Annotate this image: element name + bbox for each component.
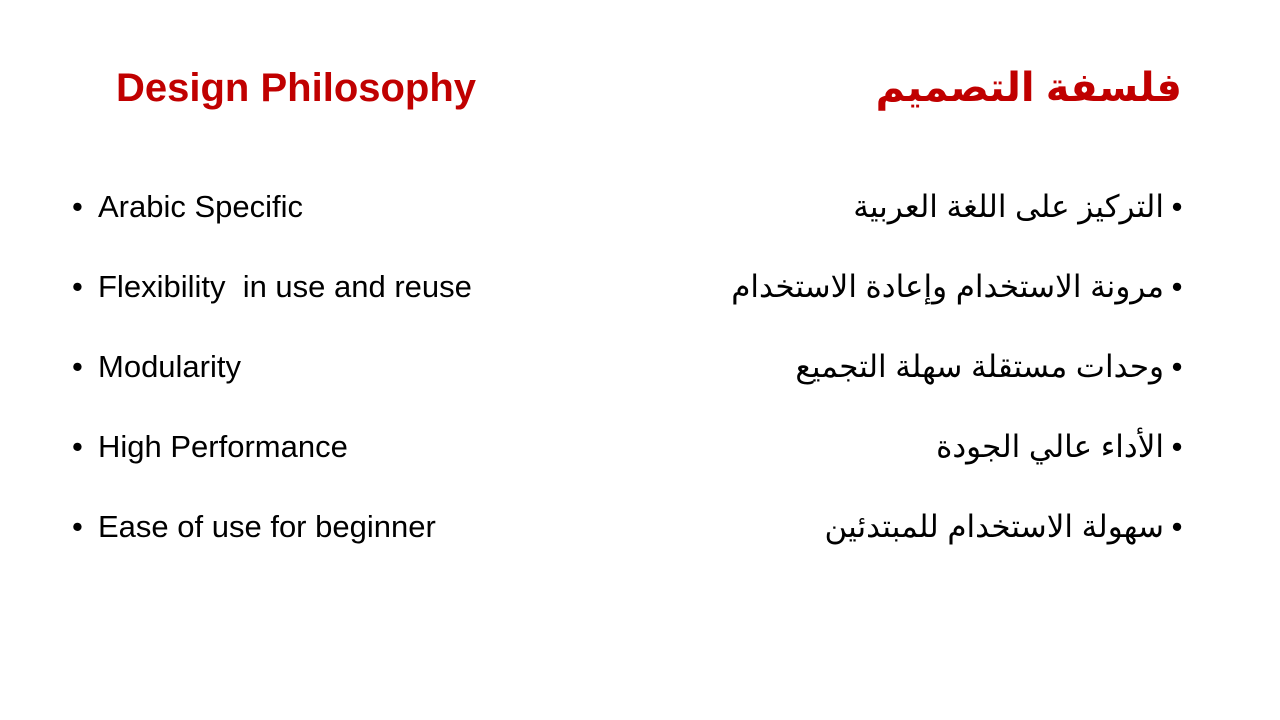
list-item-text: سهولة الاستخدام للمبتدئين	[824, 509, 1164, 544]
list-item	[72, 257, 592, 337]
bullet-icon: •	[1171, 189, 1183, 224]
bullet-icon: •	[1171, 509, 1183, 544]
bullet-list-arabic	[630, 177, 1190, 577]
list-item-text: الأداء عالي الجودة	[936, 429, 1164, 464]
list-item-text: Modularity	[98, 349, 241, 384]
list-item	[72, 337, 592, 417]
list-item	[630, 257, 1190, 337]
bullet-icon: •	[72, 349, 83, 384]
list-item-text: Arabic Specific	[98, 189, 304, 224]
list-item	[630, 337, 1190, 417]
bullet-list-english	[72, 177, 592, 577]
list-item-text: High Performance	[98, 429, 348, 464]
bullet-icon: •	[72, 189, 83, 224]
list-item	[72, 417, 592, 497]
list-item-text: Ease of use for beginner	[98, 509, 436, 544]
bullet-icon: •	[1171, 429, 1183, 464]
bullet-icon: •	[72, 429, 83, 464]
title-english: Design Philosophy	[116, 66, 477, 110]
bullet-icon: •	[72, 509, 83, 544]
bullet-icon: •	[72, 269, 83, 304]
title-arabic: فلسفة التصميم	[875, 66, 1182, 110]
list-item	[72, 177, 592, 257]
list-item	[630, 177, 1190, 257]
list-item	[630, 417, 1190, 497]
bullet-icon: •	[1171, 349, 1183, 384]
list-item-text: مرونة الاستخدام وإعادة الاستخدام	[731, 269, 1164, 304]
list-item-text: Flexibility in use and reuse	[98, 269, 472, 304]
list-item	[630, 497, 1190, 577]
list-item	[72, 497, 592, 577]
list-item-text: التركيز على اللغة العربية	[853, 189, 1164, 224]
bullet-icon: •	[1171, 269, 1183, 304]
list-item-text: وحدات مستقلة سهلة التجميع	[795, 349, 1164, 384]
